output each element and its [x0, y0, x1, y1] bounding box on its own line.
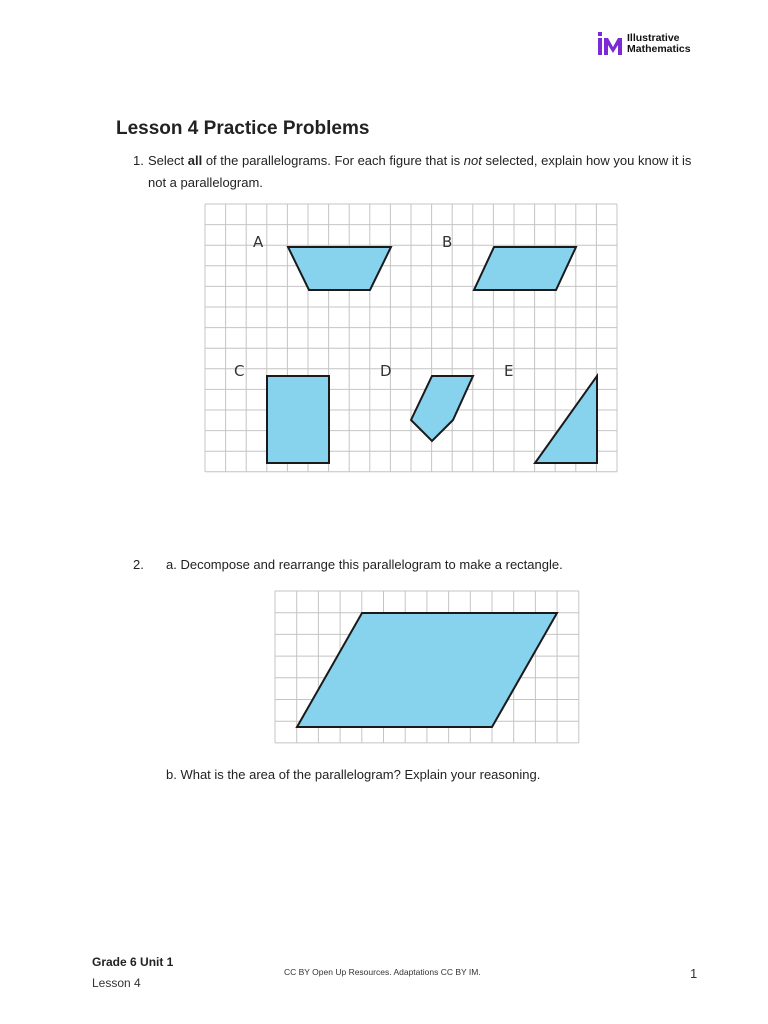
problem-1-text-start: Select — [148, 153, 188, 168]
shape-b — [474, 247, 576, 290]
logo-line-2: Mathematics — [627, 43, 691, 55]
footer-grade: Grade 6 Unit 1 — [92, 955, 174, 969]
shape-d — [411, 376, 473, 441]
problem-1-italic: not — [463, 153, 482, 168]
problem-1-text-mid: of the parallelograms. For each figure that is — [202, 153, 464, 168]
logo-line-1: Illustrative — [627, 32, 680, 44]
shape-a — [288, 247, 391, 290]
problem-1-bold: all — [187, 153, 203, 168]
logo-text — [627, 33, 691, 55]
label-c: C — [234, 362, 245, 380]
problem-2a-text: a. Decompose and rearrange this parallelogram to make a rectangle. — [166, 557, 563, 572]
problem-1 — [133, 150, 693, 194]
label-e: E — [504, 362, 514, 380]
page-number: 1 — [690, 966, 698, 981]
parallelogram — [297, 613, 557, 727]
figure-1-grid — [203, 203, 623, 493]
page-title: Lesson 4 Practice Problems — [116, 118, 370, 139]
label-a: A — [253, 233, 264, 251]
problem-2b-text: b. What is the area of the parallelogram? Explain your reasoning. — [166, 767, 541, 782]
problem-1-text-end: selected, explain how you know it is not a parallelogram. — [148, 153, 692, 190]
figure-2-grid — [273, 589, 583, 754]
illustrative-mathematics-logo — [598, 32, 691, 56]
im-logo-icon — [598, 32, 624, 56]
footer-lesson: Lesson 4 — [92, 976, 141, 990]
footer-license: CC BY Open Up Resources. Adaptations CC BY IM. — [284, 967, 481, 977]
problem-1-text — [148, 150, 693, 194]
label-b: B — [442, 233, 453, 251]
shape-c — [267, 376, 329, 463]
label-d: D — [380, 362, 392, 380]
problem-1-number: 1. — [133, 153, 144, 168]
problem-2-number: 2. — [133, 557, 144, 572]
